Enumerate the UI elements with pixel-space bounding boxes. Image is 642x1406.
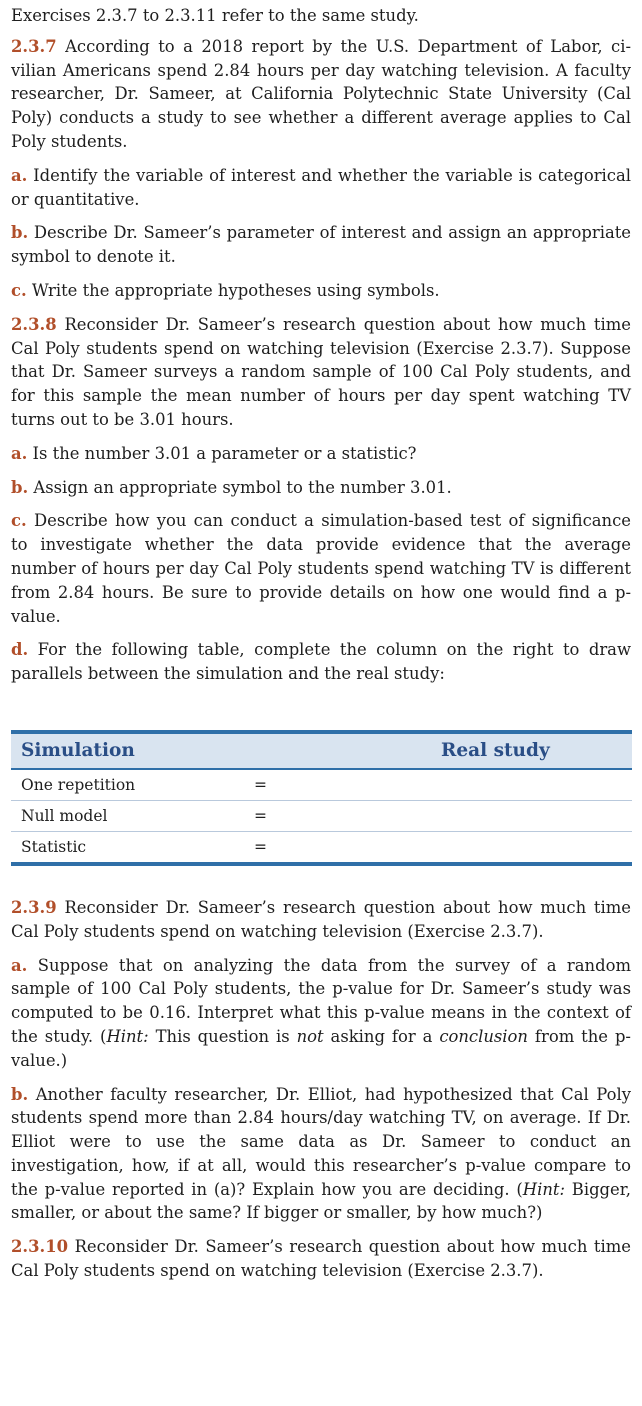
part-label: b. [11,1084,29,1104]
exercise-number: 2.3.8 [11,314,57,334]
exercise-2-3-7-a [11,164,631,212]
part-label: c. [11,280,27,300]
part-text: For the following table, complete the column on the right to draw parallels between the simulation and the real study: [11,640,631,684]
table-header [11,734,632,770]
part-label: a. [11,955,28,975]
emphasis-not: not [296,1026,324,1046]
part-label: d. [11,640,29,660]
column-header-real-study: Real study [441,740,550,762]
part-text: Identify the variable of interest and whether the variable is categorical or quantitative. [11,165,631,209]
part-text: This question is [148,1026,297,1046]
exercise-text: Reconsider Dr. Sameer’s research question about how much time Cal Poly students spend on watching television (Exercise 2.3.7). [11,1237,631,1281]
exercise-number: 2.3.9 [11,897,57,917]
exercise-2-3-9 [11,896,631,944]
hint-label: Hint: [522,1179,565,1199]
table-row [11,832,632,862]
part-text: Write the appropriate hypotheses using symbols. [26,280,440,300]
exercise-number: 2.3.7 [11,36,57,56]
part-label: b. [11,223,29,243]
part-text: from the p-value.) [11,1026,631,1070]
part-text: Suppose that on analyzing the data from the survey of a random sample of 100 Cal Poly students, the p-value for Dr. Sameer’s study was computed to be 0.16. Interpret what this p-value means in the context of the study. ( [11,955,631,1046]
table-bottom-rule [11,862,632,866]
exercise-2-3-7-b [11,221,631,269]
exercise-2-3-7-c [11,279,631,303]
exercise-intro: Exercises 2.3.7 to 2.3.11 refer to the same study. [11,6,419,25]
exercise-2-3-8-c [11,509,631,628]
part-label: c. [11,511,27,531]
part-text: asking for a [323,1026,440,1046]
exercise-number: 2.3.10 [11,1237,69,1257]
exercise-2-3-8 [11,313,631,432]
exercise-text: Reconsider Dr. Sameer’s research question about how much time Cal Poly students spend on watching television (Exercise 2.3.7). [11,897,631,941]
part-label: a. [11,165,28,185]
emphasis-conclusion: conclusion [439,1026,528,1046]
table-row [11,801,632,832]
exercise-2-3-10 [11,1235,631,1283]
exercise-2-3-8-d [11,638,631,686]
exercise-2-3-9-a [11,954,631,1073]
part-text: Another faculty researcher, Dr. Elliot, had hypothesized that Cal Poly students spend more than 2.84 hours/day watching TV, on average. If Dr. Elliot were to use the same data as Dr. Sameer to conduct an investigation, how, if at all, would this researcher’s p-value compare to the p-value reported in (a)? Explain how you are deciding. ( [11,1084,631,1199]
table-row [11,770,632,801]
part-text: Assign an appropriate symbol to the number 3.01. [28,477,452,497]
part-label: a. [11,443,28,463]
cell-equals: = [254,806,267,825]
cell-equals: = [254,837,267,856]
exercise-2-3-9-b [11,1083,631,1226]
hint-label: Hint: [106,1026,149,1046]
part-label: b. [11,477,29,497]
part-text: Is the number 3.01 a parameter or a statistic? [27,443,417,463]
exercise-text: According to a 2018 report by the U.S. Department of Labor, civilian Americans spend 2.84 hours per day watching television. A faculty researcher, Dr. Sameer, at California Polytechnic State University (Cal Poly) conducts a study to see whether a different average applies to Cal Poly students. [11,36,631,151]
exercise-text: Reconsider Dr. Sameer’s research question about how much time Cal Poly students spend on watching television (Exercise 2.3.7). Suppose that Dr. Sameer surveys a random sample of 100 Cal Poly students, and for this sample the mean number of hours per day spent watching TV turns out to be 3.01 hours. [11,314,631,429]
part-text: Describe Dr. Sameer’s parameter of interest and assign an appropriate symbol to denote it. [11,223,631,267]
column-header-simulation: Simulation [21,740,135,762]
cell-simulation: Statistic [21,837,87,856]
simulation-table [11,730,632,866]
exercise-2-3-8-b [11,476,631,500]
cell-simulation: One repetition [21,775,136,794]
cell-equals: = [254,775,267,794]
exercise-2-3-8-a [11,442,631,466]
part-text: Describe how you can conduct a simulation-based test of significance to investigate whether the data provide evidence that the average number of hours per day Cal Poly students spend watching TV is different from 2.84 hours. Be sure to provide details on how one would find a p-value. [11,511,631,626]
part-text: Bigger, smaller, or about the same? If bigger or smaller, by how much?) [11,1179,631,1223]
exercise-2-3-7 [11,35,631,154]
cell-simulation: Null model [21,806,108,825]
